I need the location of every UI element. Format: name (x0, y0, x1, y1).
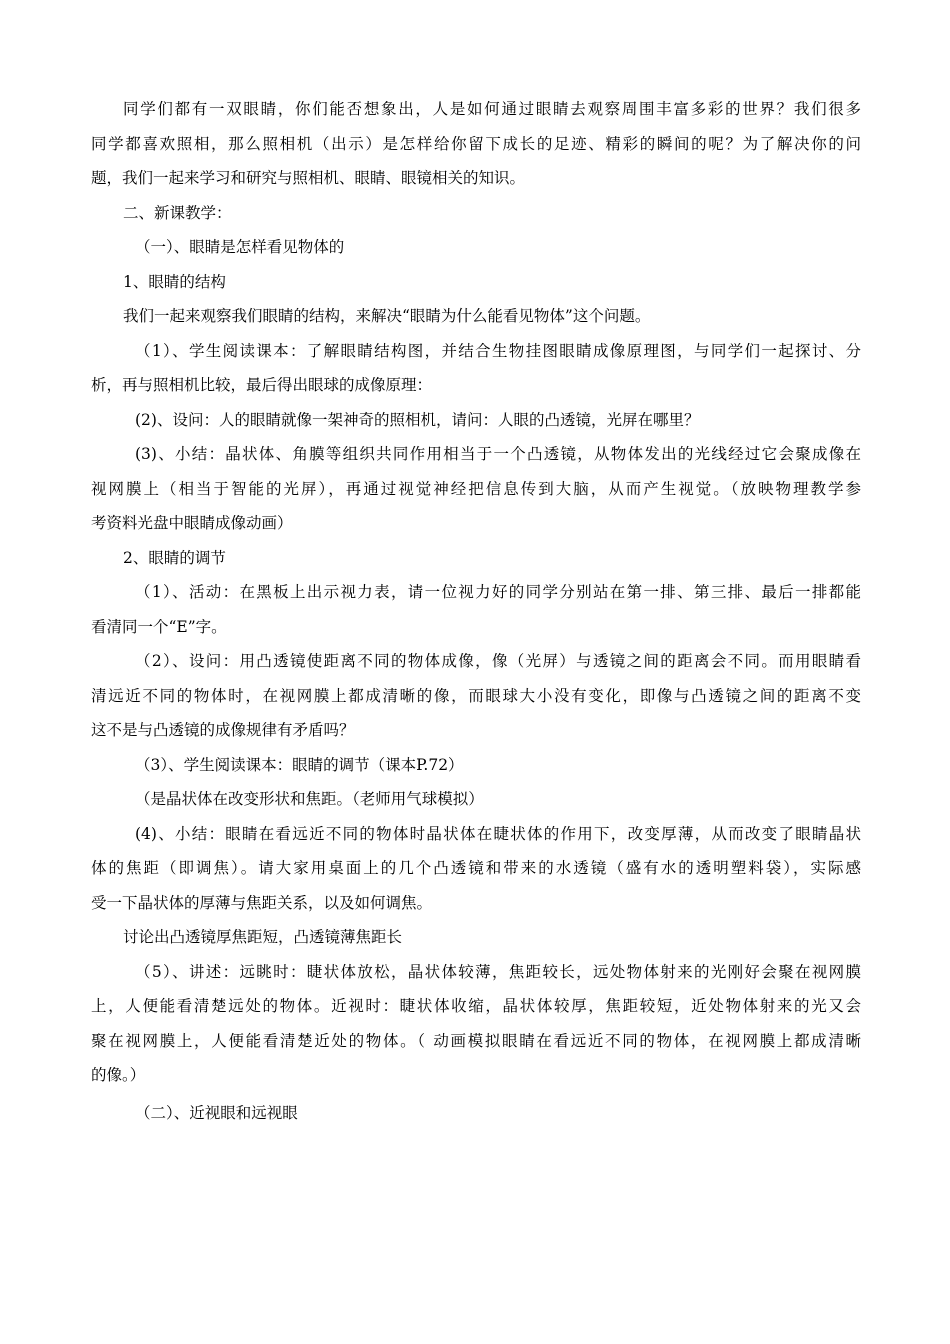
subsection-heading-eye-sees: （一）、眼睛是怎样看见物体的 (135, 238, 345, 256)
paragraph-explain-line-4: 的像。） (91, 1066, 146, 1084)
paragraph-discussion: 讨论出凸透镜厚焦距短，凸透镜薄焦距长 (123, 928, 403, 946)
paragraph-question-line-2: 清远近不同的物体时，在视网膜上都成清晰的像，而眼球大小没有变化，即像与凸透镜之间的距离不变 (91, 686, 861, 705)
paragraph-activity-line-1: （1）、活动：在黑板上出示视力表，请一位视力好的同学分别站在第一排、第三排、最后一排都能 (135, 583, 861, 601)
paragraph-step3-line-1: (3)、小结：晶状体、角膜等组织共同作用相当于一个凸透镜，从物体发出的光线经过它会聚成像在 (135, 445, 861, 463)
paragraph-question-line-3: 这不是与凸透镜的成像规律有矛盾吗？ (91, 721, 355, 739)
subsection-heading-myopia-hyperopia: （二）、近视眼和远视眼 (135, 1103, 298, 1122)
paragraph-explain-line-3: 聚在视网膜上，人便能看清楚近处的物体。（ 动画模拟眼睛在看远近不同的物体，在视网膜上都成清晰 (91, 1031, 861, 1050)
paragraph-step1-line-2: 析，再与照相机比较，最后得出眼球的成像原理： (91, 376, 433, 394)
paragraph-lens-shape-note: （是晶状体在改变形状和焦距。（老师用气球模拟） (135, 790, 484, 808)
heading-eye-adjustment: 2、眼睛的调节 (123, 548, 226, 567)
paragraph-intro-line-2: 同学都喜欢照相，那么照相机（出示）是怎样给你留下成长的足迹、精彩的瞬间的呢？为了解决你的问 (91, 134, 861, 153)
paragraph-observe-structure: 我们一起来观察我们眼睛的结构，来解决“眼睛为什么能看见物体”这个问题。 (123, 307, 651, 325)
paragraph-read-textbook: （3）、学生阅读课本：眼睛的调节（课本P.72） (135, 755, 464, 774)
paragraph-intro-line-3: 题，我们一起来学习和研究与照相机、眼睛、眼镜相关的知识。 (91, 169, 526, 187)
paragraph-activity-line-2: 看清同一个“E”字。 (91, 617, 227, 636)
paragraph-step3-line-3: 考资料光盘中眼睛成像动画） (91, 514, 293, 532)
paragraph-step3-line-2: 视网膜上（相当于智能的光屏），再通过视觉神经把信息传到大脑，从而产生视觉。（放映物理教学参 (91, 479, 861, 498)
heading-eye-structure: 1、眼睛的结构 (123, 272, 226, 291)
paragraph-step2: (2)、设问：人的眼睛就像一架神奇的照相机，请问：人眼的凸透镜，光屏在哪里？ (135, 410, 700, 429)
paragraph-explain-line-2: 上，人便能看清楚远处的物体。近视时：睫状体收缩，晶状体较厚，焦距较短，近处物体射来的光又会 (91, 997, 861, 1015)
paragraph-summary-line-2: 体的焦距（即调焦）。请大家用桌面上的几个凸透镜和带来的水透镜（盛有水的透明塑料袋），实际感 (91, 859, 861, 877)
paragraph-question-line-1: （2）、设问：用凸透镜使距离不同的物体成像，像（光屏）与透镜之间的距离会不同。而用眼睛看 (135, 652, 861, 670)
paragraph-summary-line-3: 受一下晶状体的厚薄与焦距关系，以及如何调焦。 (91, 893, 433, 912)
section-heading-new-lesson: 二、新课教学： (123, 203, 232, 222)
paragraph-explain-line-1: （5）、讲述：远眺时：睫状体放松，晶状体较薄，焦距较长，远处物体射来的光刚好会聚在视网膜 (135, 962, 861, 981)
paragraph-intro-line-1: 同学们都有一双眼睛，你们能否想象出，人是如何通过眼睛去观察周围丰富多彩的世界？我们很多 (123, 100, 861, 118)
paragraph-summary-line-1: (4)、小结：眼睛在看远近不同的物体时晶状体在睫状体的作用下，改变厚薄，从而改变了眼睛晶状 (135, 824, 861, 843)
paragraph-step1-line-1: （1）、学生阅读课本：了解眼睛结构图，并结合生物挂图眼睛成像原理图，与同学们一起探讨、分 (135, 341, 861, 360)
document-page (91, 92, 861, 1130)
